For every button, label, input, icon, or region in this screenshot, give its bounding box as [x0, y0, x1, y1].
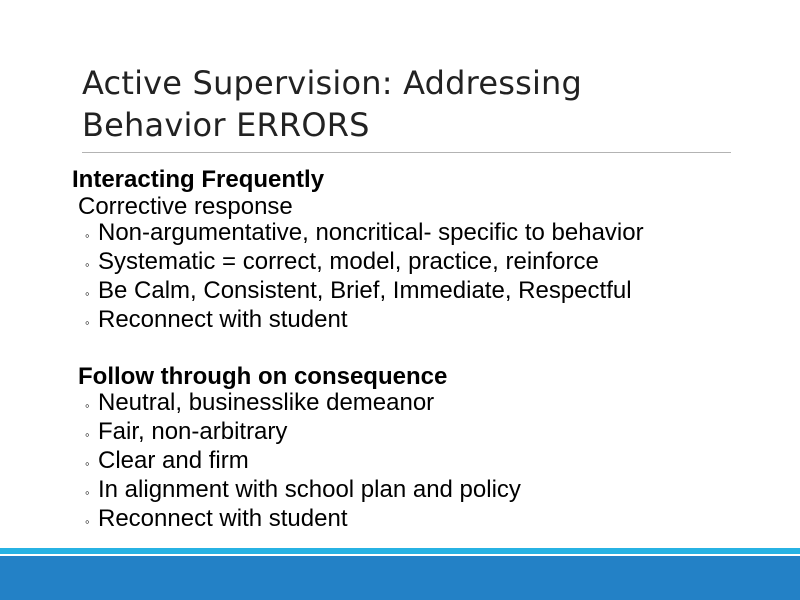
bullet-circle-icon: ◦	[85, 286, 90, 301]
bullet-item	[85, 506, 772, 535]
bullet-circle-icon: ◦	[85, 315, 90, 330]
bullet-list	[72, 220, 772, 336]
bullet-circle-icon: ◦	[85, 398, 90, 413]
bullet-item	[85, 419, 772, 448]
section-interacting-frequently	[72, 166, 772, 336]
footer-accent-stripe	[0, 548, 800, 554]
section-follow-through	[72, 364, 772, 535]
bullet-text: Non-argumentative, noncritical- specific to behavior	[98, 219, 644, 246]
bullet-item	[85, 448, 772, 477]
bullet-text: Reconnect with student	[98, 505, 348, 532]
bullet-item	[85, 278, 772, 307]
slide-title	[82, 62, 742, 146]
bullet-item	[85, 249, 772, 278]
bullet-text: Systematic = correct, model, practice, reinforce	[98, 248, 599, 275]
bullet-text: Fair, non-arbitrary	[98, 418, 288, 445]
section-intro: Corrective response	[78, 193, 293, 220]
bullet-item	[85, 307, 772, 336]
bullet-text: Be Calm, Consistent, Brief, Immediate, Respectful	[98, 277, 632, 304]
bullet-item	[85, 220, 772, 249]
bullet-circle-icon: ◦	[85, 427, 90, 442]
bullet-list	[72, 390, 772, 535]
bullet-circle-icon: ◦	[85, 257, 90, 272]
bullet-circle-icon: ◦	[85, 514, 90, 529]
footer-band	[0, 556, 800, 600]
section-heading: Interacting Frequently	[72, 166, 325, 193]
section-heading: Follow through on consequence	[78, 363, 448, 390]
bullet-text: Clear and firm	[98, 447, 249, 474]
slide-title-line-2: Behavior ERRORS	[82, 106, 370, 144]
bullet-circle-icon: ◦	[85, 228, 90, 243]
title-divider	[82, 152, 731, 153]
bullet-text: Reconnect with student	[98, 306, 348, 333]
bullet-circle-icon: ◦	[85, 456, 90, 471]
bullet-circle-icon: ◦	[85, 485, 90, 500]
bullet-item	[85, 390, 772, 419]
bullet-text: Neutral, businesslike demeanor	[98, 389, 435, 416]
bullet-item	[85, 477, 772, 506]
bullet-text: In alignment with school plan and policy	[98, 476, 521, 503]
slide-title-line-1: Active Supervision: Addressing	[82, 64, 583, 102]
